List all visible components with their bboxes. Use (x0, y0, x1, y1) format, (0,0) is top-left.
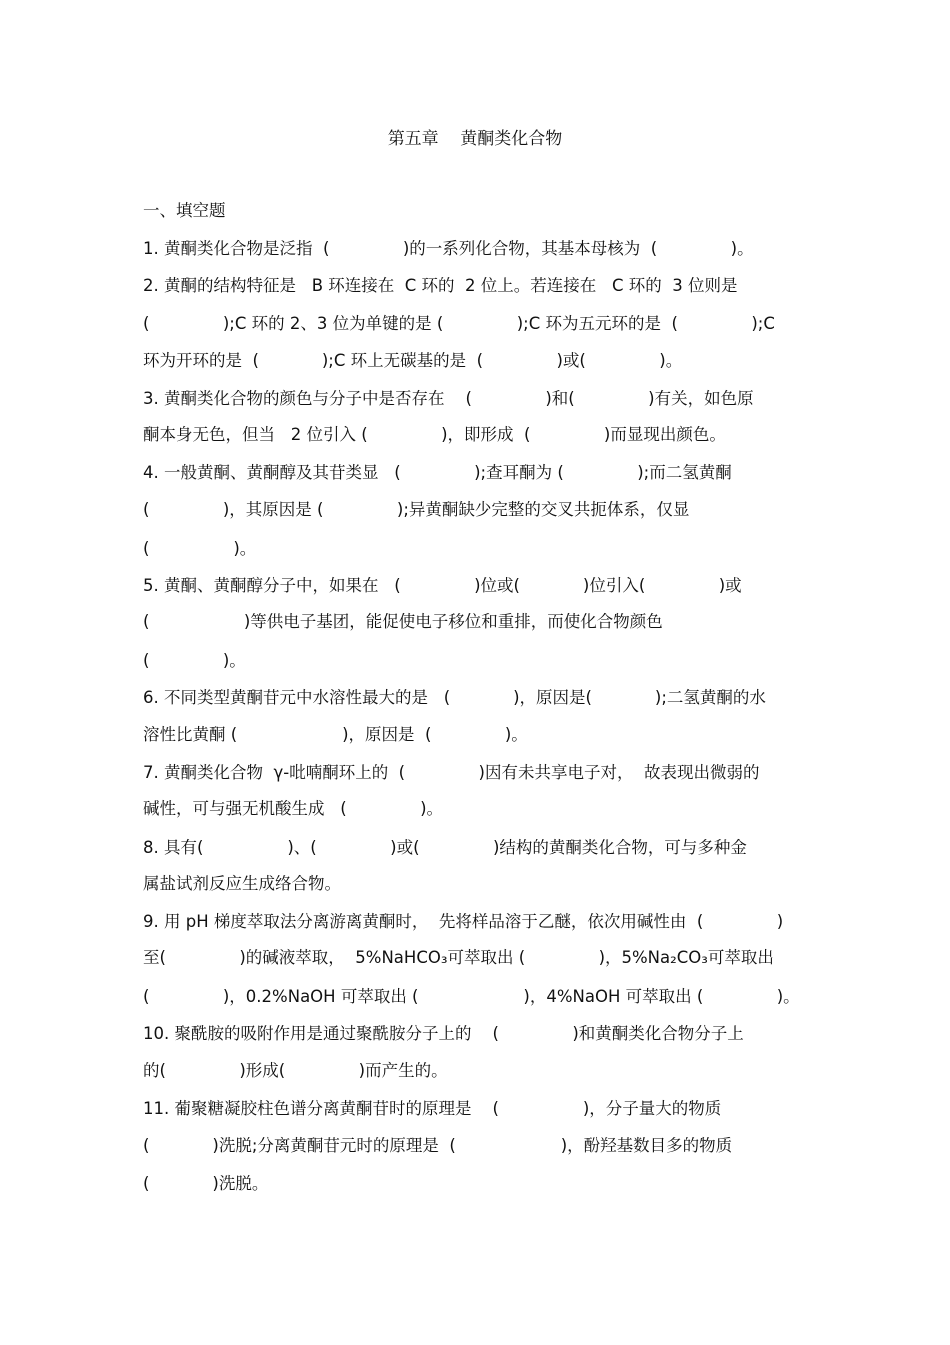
question-line-8: ( )，其原因是 ( );异黄酮缺少完整的交叉共扼体系，仅显 (143, 500, 690, 519)
section-heading: 一、填空题 (143, 201, 226, 220)
question-line-3: ( );C 环的 2、3 位为单键的是 ( );C 环为五元环的是 ( );C (143, 314, 775, 333)
question-line-14: 溶性比黄酮 ( )，原因是 ( )。 (143, 725, 528, 744)
question-line-6: 酮本身无色，但当 2 位引入 ( )，即形成 ( )而显现出颜色。 (143, 425, 726, 444)
question-line-4: 环为开环的是 ( );C 环上无碳基的是 ( )或( )。 (143, 351, 683, 370)
question-line-5: 3. 黄酮类化合物的颜色与分子中是否存在 ( )和( )有关，如色原 (143, 389, 754, 408)
question-line-2: 2. 黄酮的结构特征是 B 环连接在 C 环的 2 位上。若连接在 C 环的 3 位则是 (143, 276, 738, 295)
question-line-19: 9. 用 pH 梯度萃取法分离游离黄酮时， 先将样品溶于乙醚，依次用碱性由 ( ) (143, 912, 784, 931)
question-line-11: ( )等供电子基团，能促使电子移位和重排，而使化合物颜色 (143, 612, 663, 631)
question-line-25: ( )洗脱;分离黄酮苷元时的原理是 ( )，酚羟基数目多的物质 (143, 1136, 733, 1155)
question-line-1: 1. 黄酮类化合物是泛指 ( )的一系列化合物，其基本母核为 ( )。 (143, 239, 754, 258)
question-line-20: 至( )的碱液萃取， 5%NaHCO₃可萃取出 ( )，5%Na₂CO₃可萃取出 (143, 948, 774, 967)
question-line-23: 的( )形成( )而产生的。 (143, 1061, 448, 1080)
question-line-16: 碱性，可与强无机酸生成 ( )。 (143, 799, 444, 818)
question-line-15: 7. 黄酮类化合物 γ-吡喃酮环上的 ( )因有未共享电子对， 故表现出微弱的 (143, 763, 760, 782)
question-line-24: 11. 葡聚糖凝胶柱色谱分离黄酮苷时的原理是 ( )，分子量大的物质 (143, 1099, 722, 1118)
question-line-10: 5. 黄酮、黄酮醇分子中，如果在 ( )位或( )位引入( )或 (143, 576, 742, 595)
question-line-9: ( )。 (143, 539, 257, 558)
question-line-17: 8. 具有( )、( )或( )结构的黄酮类化合物，可与多种金 (143, 838, 747, 857)
question-line-21: ( )，0.2%NaOH 可萃取出 ( )，4%NaOH 可萃取出 ( )。 (143, 987, 800, 1006)
question-line-22: 10. 聚酰胺的吸附作用是通过聚酰胺分子上的 ( )和黄酮类化合物分子上 (143, 1024, 744, 1043)
question-line-12: ( )。 (143, 651, 246, 670)
question-line-18: 属盐试剂反应生成络合物。 (143, 874, 341, 893)
question-line-26: ( )洗脱。 (143, 1174, 269, 1193)
page-title: 第五章 黄酮类化合物 (387, 129, 563, 149)
question-line-13: 6. 不同类型黄酮苷元中水溶性最大的是 ( )，原因是( );二氢黄酮的水 (143, 688, 766, 707)
question-line-7: 4. 一般黄酮、黄酮醇及其苷类显 ( );查耳酮为 ( );而二氢黄酮 (143, 463, 732, 482)
